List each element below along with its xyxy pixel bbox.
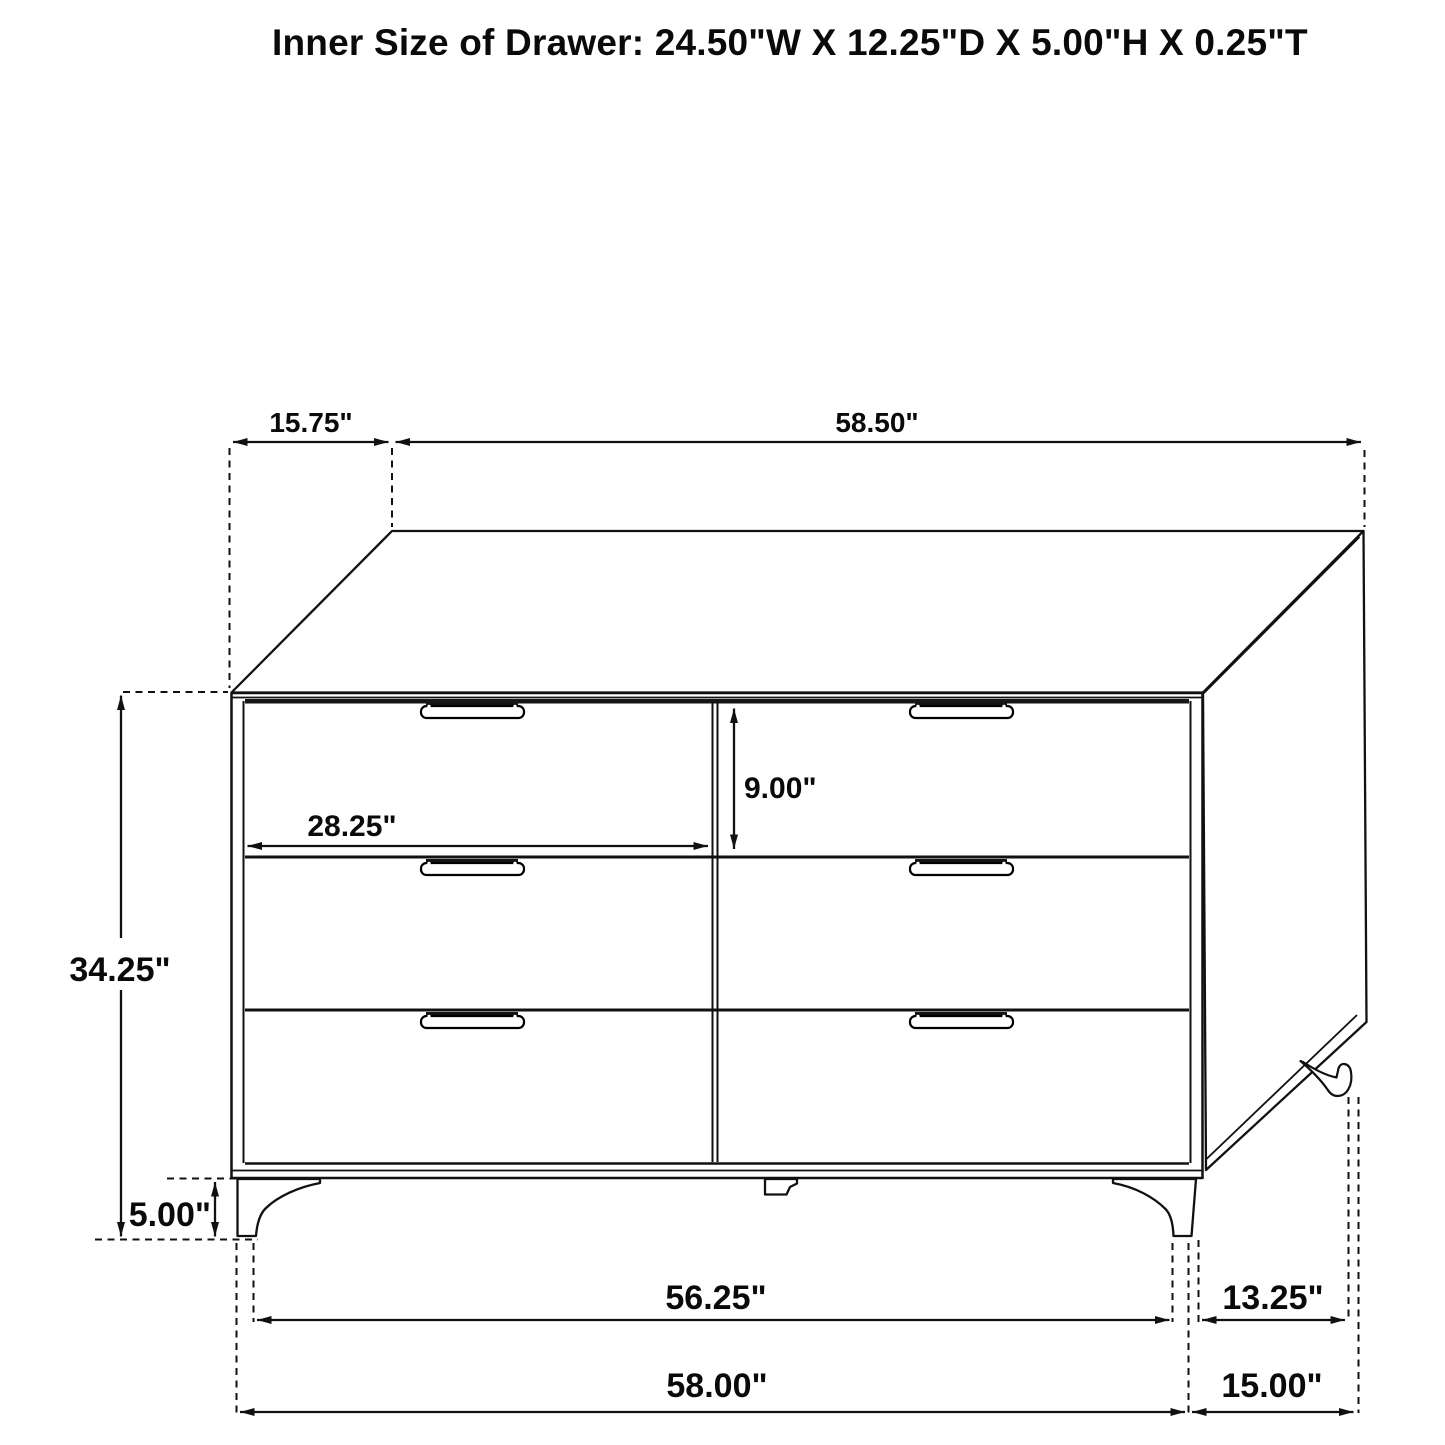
drawer-handle-middle-right xyxy=(910,859,1013,875)
label-top-depth-offset: 15.75" xyxy=(269,407,353,438)
label-top-drawer-height: 9.00" xyxy=(744,772,817,805)
drawer-handle-top-right xyxy=(910,702,1013,718)
front-left-leg xyxy=(238,1179,321,1236)
label-side-leg-span: 13.25" xyxy=(1222,1279,1324,1317)
label-base-width: 58.00" xyxy=(666,1367,768,1405)
label-leg-height: 5.00" xyxy=(128,1196,211,1234)
label-side-depth: 15.00" xyxy=(1221,1367,1323,1405)
dresser-top-face xyxy=(232,531,1364,693)
drawer-handle-bottom-left xyxy=(421,1012,524,1028)
dresser-drawing xyxy=(232,531,1367,1236)
drawer-handle-top-left xyxy=(421,702,524,718)
front-right-leg xyxy=(1113,1179,1196,1236)
back-right-leg xyxy=(1301,1061,1352,1096)
label-front-leg-span: 56.25" xyxy=(665,1279,767,1317)
label-overall-height: 34.25" xyxy=(69,951,171,989)
label-top-width: 58.50" xyxy=(835,407,919,438)
label-drawer-front-width: 28.25" xyxy=(307,810,397,843)
front-center-leg xyxy=(765,1179,797,1195)
diagram-title: Inner Size of Drawer: 24.50"W X 12.25"D X 5.00"H X 0.25"T xyxy=(272,22,1308,63)
drawer-handle-bottom-right xyxy=(910,1012,1013,1028)
drawer-handle-middle-left xyxy=(421,859,524,875)
